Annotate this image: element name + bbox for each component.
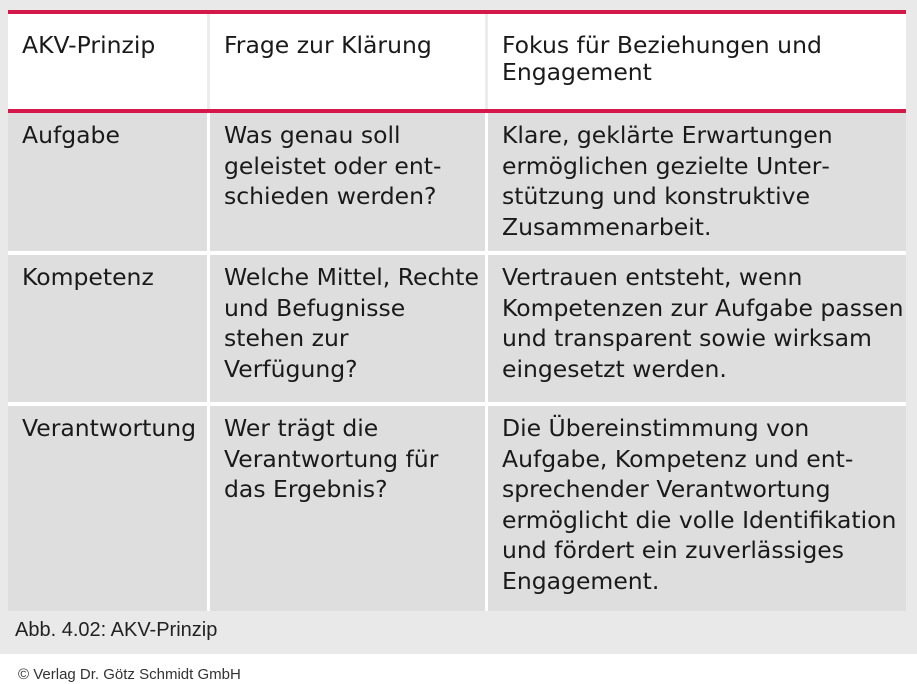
header-principle: AKV-Prinzip — [8, 14, 207, 109]
akv-table — [8, 10, 906, 611]
table-row — [8, 255, 906, 402]
cell-question: Wer trägt die Verantwortung für das Ergebnis? — [207, 406, 485, 611]
copyright-notice: © Verlag Dr. Götz Schmidt GmbH — [18, 666, 241, 683]
cell-focus: Klare, geklärte Erwartungen ermöglichen gezielte Unterstützung und konstruktive Zusammenarbeit. — [485, 113, 906, 251]
table-row — [8, 113, 906, 251]
table-row — [8, 406, 906, 611]
cell-principle: Verantwortung — [8, 406, 207, 611]
cell-focus: Die Übereinstimmung von Aufgabe, Kompetenz und entsprechender Verantwortung ermöglicht die volle Identifikation und fördert ein zuverlässiges Engagement. — [485, 406, 906, 611]
cell-principle: Aufgabe — [8, 113, 207, 251]
header-question: Frage zur Klärung — [207, 14, 485, 109]
figure-caption: Abb. 4.02: AKV-Prinzip — [15, 619, 218, 641]
cell-question: Was genau soll geleistet oder entschieden werden? — [207, 113, 485, 251]
cell-focus: Vertrauen entsteht, wenn Kompetenzen zur Aufgabe passen und transparent sowie wirksam eingesetzt werden. — [485, 255, 906, 402]
cell-principle: Kompetenz — [8, 255, 207, 402]
header-focus: Fokus für Beziehungen und Engagement — [485, 14, 906, 109]
table-header-row — [8, 14, 906, 109]
cell-question: Welche Mittel, Rechte und Befugnisse stehen zur Verfügung? — [207, 255, 485, 402]
